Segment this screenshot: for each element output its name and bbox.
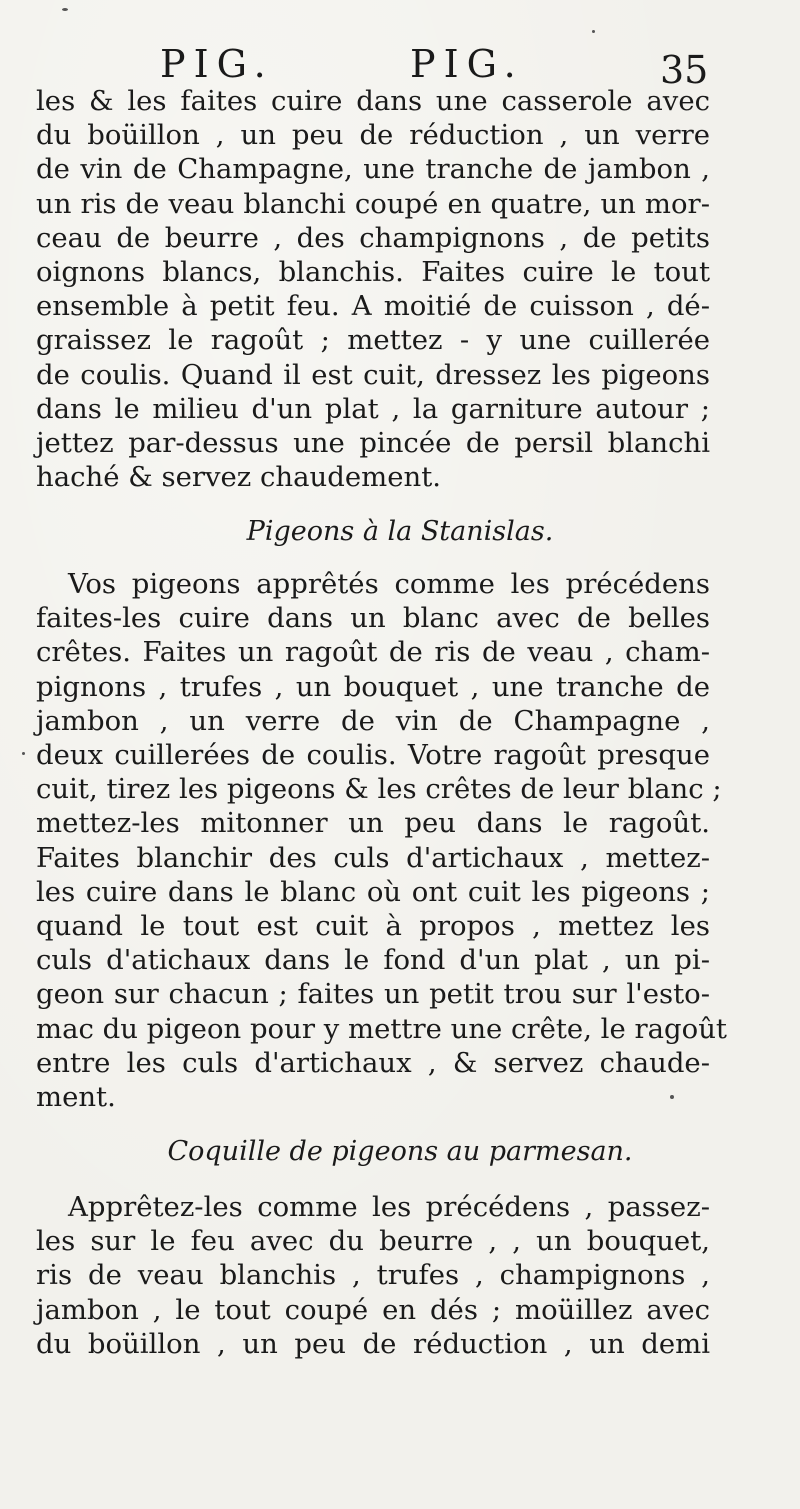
- text-line: quand le tout est cuit à propos , mettez les: [36, 910, 710, 943]
- text-line: du boüillon , un peu de réduction , un demi: [36, 1327, 710, 1360]
- text-line: pignons , trufes , un bouquet , une tranche de: [36, 670, 710, 703]
- text-line: ensemble à petit feu. A moitié de cuisson , dé-: [36, 290, 710, 323]
- paragraph-stanislas: [36, 567, 727, 1114]
- text-line: de vin de Champagne, une tranche de jambon ,: [36, 153, 710, 186]
- text-line: crêtes. Faites un ragoût de ris de veau , cham-: [36, 636, 710, 669]
- text-line: ris de veau blanchis , trufes , champignons ,: [36, 1259, 710, 1292]
- paragraph-continued: [36, 84, 710, 494]
- ink-speck: [62, 8, 68, 11]
- text-line: deux cuillerées de coulis. Votre ragoût presque: [36, 739, 710, 772]
- text-line: ment.: [36, 1081, 116, 1114]
- text-line: culs d'atichaux dans le fond d'un plat , un pi-: [36, 944, 710, 977]
- text-line: du boüillon , un peu de réduction , un verre: [36, 119, 710, 152]
- text-line: les cuire dans le blanc où ont cuit les pigeons ;: [36, 875, 710, 908]
- text-line: Apprêtez-les comme les précédens , passez-: [68, 1191, 710, 1223]
- text-line: les sur le feu avec du beurre , , un bouquet,: [36, 1225, 710, 1258]
- text-line: geon sur chacun ; faites un petit trou sur l'esto-: [36, 978, 710, 1011]
- ink-speck: [592, 30, 595, 33]
- text-line: jettez par-dessus une pincée de persil blanchi: [36, 427, 710, 460]
- text-line: haché & servez chaudement.: [36, 461, 441, 494]
- recipe-title-coquille: Coquille de pigeons au parmesan.: [167, 1136, 633, 1167]
- paragraph-coquille: [36, 1190, 710, 1361]
- text-line: jambon , un verre de vin de Champagne ,: [36, 704, 710, 737]
- text-line: Faites blanchir des culs d'artichaux , mettez-: [36, 841, 710, 874]
- text-line: graissez le ragoût ; mettez - y une cuillerée: [36, 324, 710, 357]
- ink-speck: [22, 752, 25, 755]
- text-line: dans le milieu d'un plat , la garniture autour ;: [36, 392, 710, 425]
- recipe-title-stanislas: Pigeons à la Stanislas.: [246, 516, 554, 547]
- text-line: un ris de veau blanchi coupé en quatre, un mor-: [36, 187, 710, 220]
- text-line: Vos pigeons apprêtés comme les précédens: [68, 568, 710, 600]
- text-line: oignons blancs, blanchis. Faites cuire le tout: [36, 256, 710, 289]
- page-number: 35: [660, 48, 709, 92]
- text-line: de coulis. Quand il est cuit, dressez les pigeons: [36, 358, 710, 391]
- header-right: PIG.: [410, 42, 524, 86]
- text-line: mettez-les mitonner un peu dans le ragoût.: [36, 807, 710, 840]
- text-line: mac du pigeon pour y mettre une crête, le ragoût: [36, 1012, 727, 1045]
- header-left: PIG.: [160, 42, 274, 86]
- text-line: faites-les cuire dans un blanc avec de belles: [36, 602, 710, 635]
- text-line: cuit, tirez les pigeons & les crêtes de leur blanc ;: [36, 773, 722, 806]
- text-line: ceau de beurre , des champignons , de petits: [36, 221, 710, 254]
- text-line: les & les faites cuire dans une casserole avec: [36, 85, 710, 117]
- text-line: jambon , le tout coupé en dés ; moüillez avec: [36, 1293, 710, 1326]
- ink-speck: [670, 1095, 674, 1099]
- text-line: entre les culs d'artichaux , & servez chaude-: [36, 1046, 710, 1079]
